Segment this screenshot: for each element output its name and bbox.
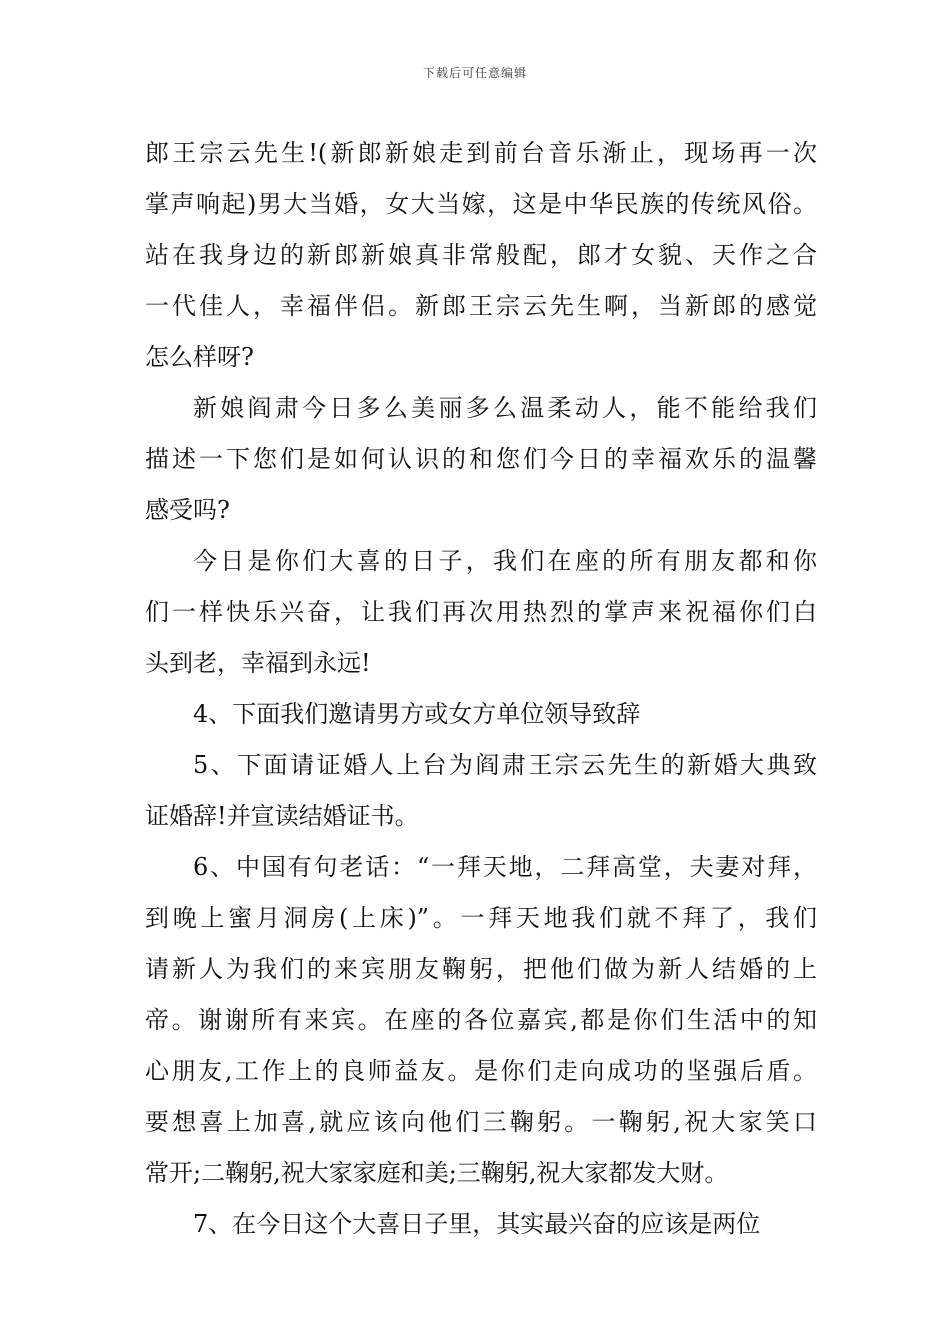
text-line: 站在我身边的新郎新娘真非常般配，郎才女貌、天作之合 bbox=[145, 241, 817, 269]
text-line: 描述一下您们是如何认识的和您们今日的幸福欢乐的温馨 bbox=[145, 445, 817, 473]
text-line: 郎王宗云先生!(新郎新娘走到前台音乐渐止，现场再一次 bbox=[145, 139, 817, 167]
paragraph bbox=[145, 740, 817, 842]
text-line: 7、在今日这个大喜日子里，其实最兴奋的应该是两位 bbox=[193, 1210, 761, 1238]
text-line: 感受吗? bbox=[145, 496, 230, 524]
text-line: 到晚上蜜月洞房(上床)”。一拜天地我们就不拜了，我们 bbox=[145, 904, 817, 932]
text-line: 5、下面请证婚人上台为阎肃王宗云先生的新婚大典致 bbox=[193, 751, 817, 779]
paragraph bbox=[145, 536, 817, 689]
text-line: 4、下面我们邀请男方或女方单位领导致辞 bbox=[193, 700, 641, 728]
paragraph bbox=[145, 842, 817, 1199]
text-line: 证婚辞!并宣读结婚证书。 bbox=[145, 802, 419, 830]
text-line: 头到老，幸福到永远! bbox=[145, 649, 371, 677]
document-body bbox=[145, 128, 817, 1250]
text-line: 帝。谢谢所有来宾。在座的各位嘉宾,都是你们生活中的知 bbox=[145, 1006, 817, 1034]
text-line: 常开;二鞠躬,祝大家家庭和美;三鞠躬,祝大家都发大财。 bbox=[145, 1159, 729, 1187]
text-line: 新娘阎肃今日多么美丽多么温柔动人，能不能给我们 bbox=[193, 394, 817, 422]
paragraph bbox=[145, 383, 817, 536]
text-line: 请新人为我们的来宾朋友鞠躬，把他们做为新人结婚的上 bbox=[145, 955, 817, 983]
paragraph bbox=[145, 689, 817, 740]
text-line: 一代佳人，幸福伴侣。新郎王宗云先生啊，当新郎的感觉 bbox=[145, 292, 817, 320]
text-line: 心朋友,工作上的良师益友。是你们走向成功的坚强后盾。 bbox=[145, 1057, 817, 1085]
paragraph bbox=[145, 1199, 817, 1250]
text-line: 怎么样呀? bbox=[145, 343, 254, 371]
text-line: 们一样快乐兴奋，让我们再次用热烈的掌声来祝福你们白 bbox=[145, 598, 817, 626]
text-line: 今日是你们大喜的日子，我们在座的所有朋友都和你 bbox=[193, 547, 817, 575]
text-line: 掌声响起)男大当婚，女大当嫁，这是中华民族的传统风俗。 bbox=[145, 190, 817, 218]
text-line: 要想喜上加喜,就应该向他们三鞠躬。一鞠躬,祝大家笑口 bbox=[145, 1108, 817, 1136]
text-line: 6、中国有句老话：“一拜天地，二拜高堂，夫妻对拜， bbox=[193, 853, 817, 881]
page-header-note: 下载后可任意编辑 bbox=[422, 66, 527, 80]
paragraph bbox=[145, 128, 817, 383]
